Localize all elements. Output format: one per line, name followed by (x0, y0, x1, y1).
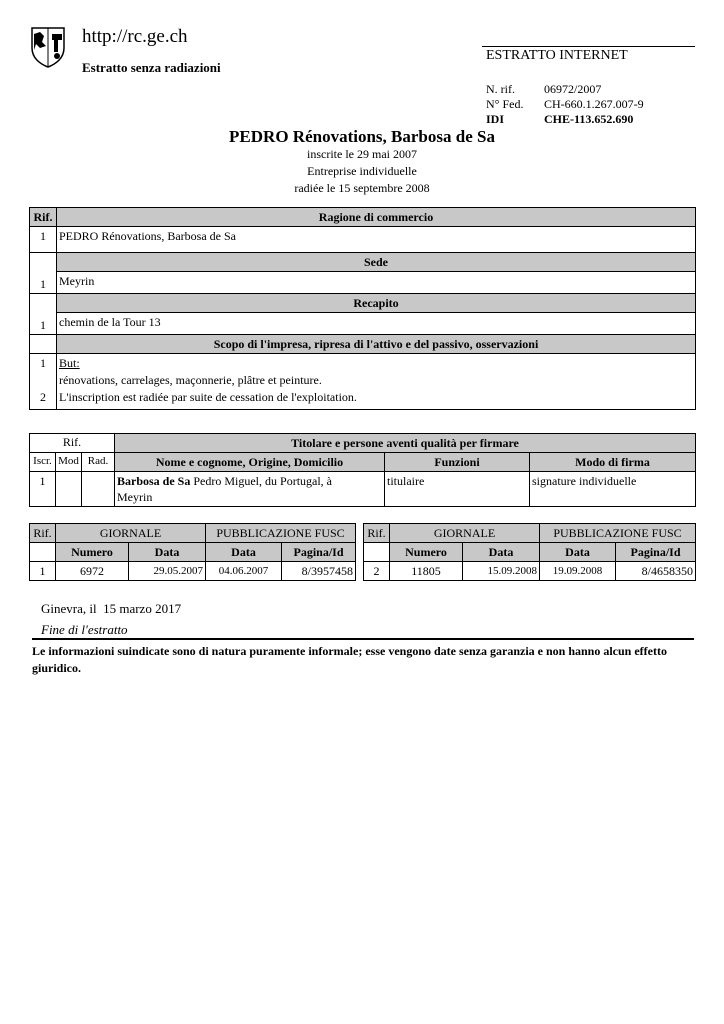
giornale-header: GIORNALE (390, 524, 540, 543)
ragione-value: PEDRO Rénovations, Barbosa de Sa (57, 227, 696, 253)
company-name-title: PEDRO Rénovations, Barbosa de Sa (229, 127, 495, 146)
recapito-header: Recapito (57, 294, 696, 313)
deregistration-date: radiée le 15 septembre 2008 (294, 181, 430, 195)
scopo-text: rénovations, carrelages, maçonnerie, plâtre et peinture. (59, 373, 322, 387)
ref-value: CH-660.1.267.007-9 (544, 97, 644, 111)
fusc-data: 04.06.2007 (206, 562, 282, 581)
journal-numero: 11805 (390, 562, 463, 581)
recapito-value: chemin de la Tour 13 (57, 313, 696, 335)
fusc-pagina: 8/4658350 (616, 562, 696, 581)
pubblicazione-header: PUBBLICAZIONE FUSC (540, 524, 696, 543)
person-domicile: Meyrin (117, 490, 153, 504)
fusc-data: 19.09.2008 (540, 562, 616, 581)
sede-value: Meyrin (57, 272, 696, 294)
pagina-header: Pagina/Id (616, 543, 696, 562)
fusc-data-header: Data (206, 543, 282, 562)
function-cell: titulaire (385, 472, 530, 507)
sede-header: Sede (57, 253, 696, 272)
numero-header: Numero (56, 543, 129, 562)
ref-row (486, 82, 644, 97)
function-column-header: Funzioni (385, 453, 530, 472)
person-surname: Barbosa de Sa (117, 474, 191, 488)
data-header: Data (129, 543, 206, 562)
persons-title-header: Titolare e persone aventi qualità per firmare (115, 434, 696, 453)
extract-type: ESTRATTO INTERNET (486, 48, 628, 63)
rad-header: Rad. (82, 453, 115, 472)
journal-data: 29.05.2007 (129, 562, 206, 581)
pagina-header: Pagina/Id (282, 543, 356, 562)
end-rule (32, 638, 694, 640)
iscr-header: Iscr. (30, 453, 56, 472)
company-details-table (29, 207, 696, 410)
mod-cell (56, 472, 82, 507)
ref-key: IDI (486, 112, 505, 126)
rif-header: Rif. (364, 524, 390, 543)
journal-row (30, 562, 696, 581)
rif-cell: 2 (40, 390, 46, 404)
rif-cell: 1 (40, 356, 46, 370)
data-header: Data (463, 543, 540, 562)
extract-subtitle: Estratto senza radiazioni (82, 60, 221, 75)
disclaimer: Le informazioni suindicate sono di natura puramente informale; esse vengono date senza garanzia e non hanno alcun effetto giuridico. (32, 644, 667, 675)
legal-form: Entreprise individuelle (307, 164, 417, 178)
scopo-rif-cell (30, 354, 57, 410)
giornale-header: GIORNALE (56, 524, 206, 543)
ref-value: CHE-113.652.690 (544, 112, 634, 126)
journal-rif: 1 (30, 562, 56, 581)
ref-key: N° Fed. (486, 97, 524, 111)
header-rule (482, 46, 695, 47)
fusc-data-header: Data (540, 543, 616, 562)
rif-header: Rif. (30, 434, 115, 453)
pubblicazione-header: PUBBLICAZIONE FUSC (206, 524, 356, 543)
person-row (30, 472, 696, 507)
journal-data: 15.09.2008 (463, 562, 540, 581)
scopo-label: But: (59, 356, 80, 370)
ref-value: 06972/2007 (544, 82, 602, 96)
rif-header: Rif. (30, 524, 56, 543)
journal-rif: 2 (364, 562, 390, 581)
rif-cell: 1 (30, 227, 57, 253)
person-details: Pedro Miguel, du Portugal, à (190, 474, 333, 488)
rif-cell: 1 (30, 294, 57, 335)
register-url[interactable]: http://rc.ge.ch (82, 26, 188, 47)
journal-numero: 6972 (56, 562, 129, 581)
place-and-date: Ginevra, il 15 marzo 2017 (41, 601, 182, 616)
name-column-header: Nome e cognome, Origine, Domicilio (115, 453, 385, 472)
ref-key: N. rif. (486, 82, 515, 96)
reference-numbers (486, 82, 644, 127)
geneva-coat-of-arms-icon (30, 26, 66, 68)
rif-header: Rif. (30, 208, 57, 227)
ragione-header: Ragione di commercio (57, 208, 696, 227)
rad-cell (82, 472, 115, 507)
scopo-header: Scopo di l'impresa, ripresa di l'attivo e del passivo, osservazioni (57, 335, 696, 354)
end-of-extract: Fine di l'estratto (41, 622, 128, 637)
scopo-value (57, 354, 696, 410)
rif-cell: 1 (30, 253, 57, 294)
fusc-pagina: 8/3957458 (282, 562, 356, 581)
persons-table (29, 433, 696, 507)
ref-row (486, 112, 644, 127)
person-name-cell (115, 472, 385, 507)
signature-column-header: Modo di firma (530, 453, 696, 472)
journal-table (29, 523, 696, 581)
registration-date: inscrite le 29 mai 2007 (307, 147, 417, 161)
ref-row (486, 97, 644, 112)
numero-header: Numero (390, 543, 463, 562)
signature-cell: signature individuelle (530, 472, 696, 507)
iscr-cell: 1 (30, 472, 56, 507)
scopo-text-2: L'inscription est radiée par suite de cessation de l'exploitation. (59, 390, 357, 404)
mod-header: Mod (56, 453, 82, 472)
